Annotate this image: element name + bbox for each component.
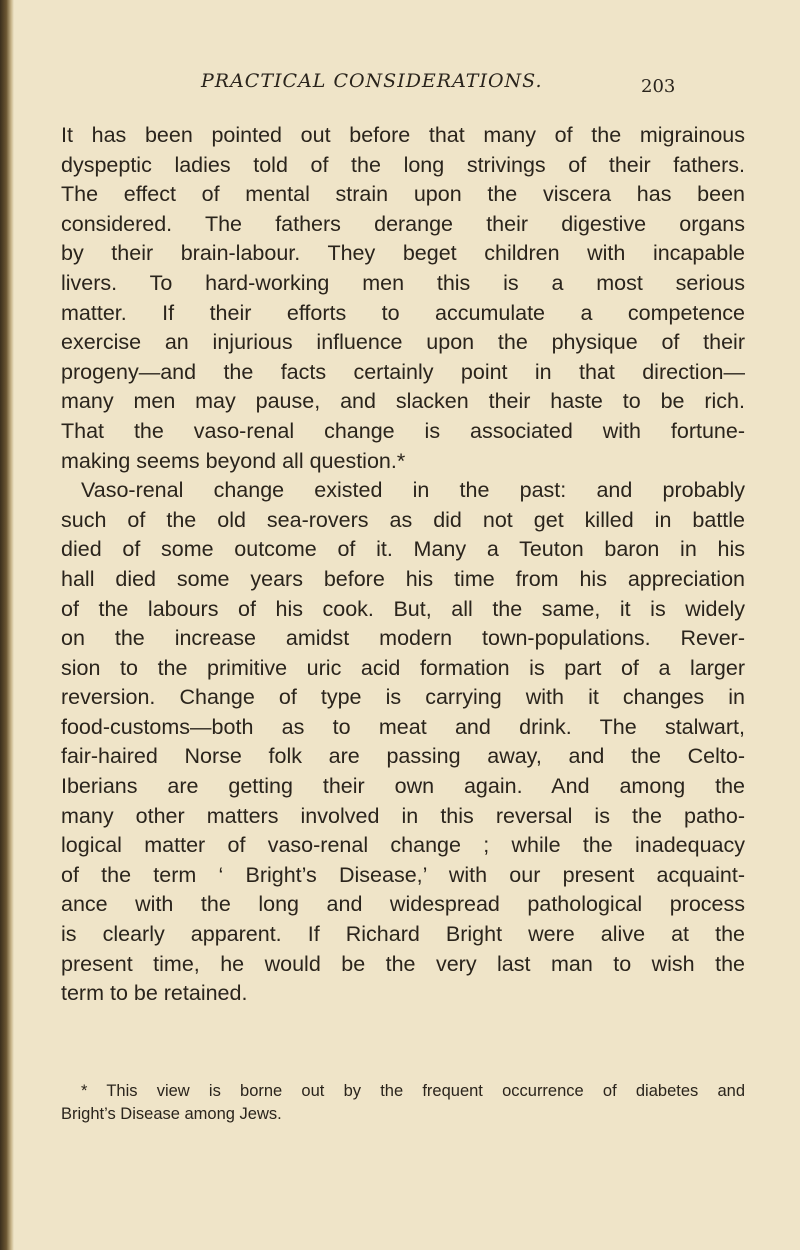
text-line: matter. If their efforts to accumulate a competence [61,300,745,325]
text-line: Vaso-renal change existed in the past: and probably [81,478,745,503]
text-line: by their brain-labour. They beget children with incapable [61,241,745,266]
footnote-line: * This view is borne out by the frequent occurrence of diabetes and [81,1082,745,1100]
text-line: is clearly apparent. If Richard Bright were alive at the [61,922,745,947]
body-text [61,121,745,1009]
text-line: Iberians are getting their own again. And among the [61,774,745,799]
text-line: died of some outcome of it. Many a Teuton baron in his [61,537,745,562]
text-line: logical matter of vaso-renal change ; while the inadequacy [61,833,745,858]
footnote [61,1080,745,1126]
text-line: of the labours of his cook. But, all the same, it is widely [61,596,745,621]
text-line: food-customs—both as to meat and drink. The stalwart, [61,714,745,739]
text-line: fair-haired Norse folk are passing away, and the Celto- [61,744,745,769]
text-line: many men may pause, and slacken their haste to be rich. [61,389,745,414]
text-line: That the vaso-renal change is associated with fortune- [61,418,745,443]
text-line: hall died some years before his time from his appreciation [61,566,745,591]
text-line: dyspeptic ladies told of the long strivings of their fathers. [61,152,745,177]
text-line: present time, he would be the very last man to wish the [61,951,745,976]
text-line: considered. The fathers derange their digestive organs [61,211,745,236]
text-line: livers. To hard-working men this is a most serious [61,270,745,295]
text-line: It has been pointed out before that many of the migrainous [61,123,745,147]
text-line: many other matters involved in this reversal is the patho- [61,803,745,828]
running-head: PRACTICAL CONSIDERATIONS. [201,70,543,92]
text-line: sion to the primitive uric acid formation is part of a larger [61,655,745,680]
text-line: such of the old sea-rovers as did not get killed in battle [61,507,745,532]
text-line: ance with the long and widespread pathological process [61,892,745,917]
page-header [0,70,800,100]
text-line: progeny—and the facts certainly point in that direction— [61,359,745,384]
text-line: of the term ‘ Bright’s Disease,’ with our present acquaint- [61,862,745,887]
text-line: on the increase amidst modern town-populations. Rever- [61,626,745,651]
text-line: term to be retained. [61,981,248,1006]
page-number: 203 [641,76,676,97]
text-line: making seems beyond all question.* [61,448,406,473]
page-gutter-shadow [0,0,14,1250]
text-line: exercise an injurious influence upon the physique of their [61,330,745,355]
text-line: reversion. Change of type is carrying with it changes in [61,685,745,710]
text-line: The effect of mental strain upon the viscera has been [61,182,745,207]
footnote-line: Bright’s Disease among Jews. [61,1105,282,1123]
